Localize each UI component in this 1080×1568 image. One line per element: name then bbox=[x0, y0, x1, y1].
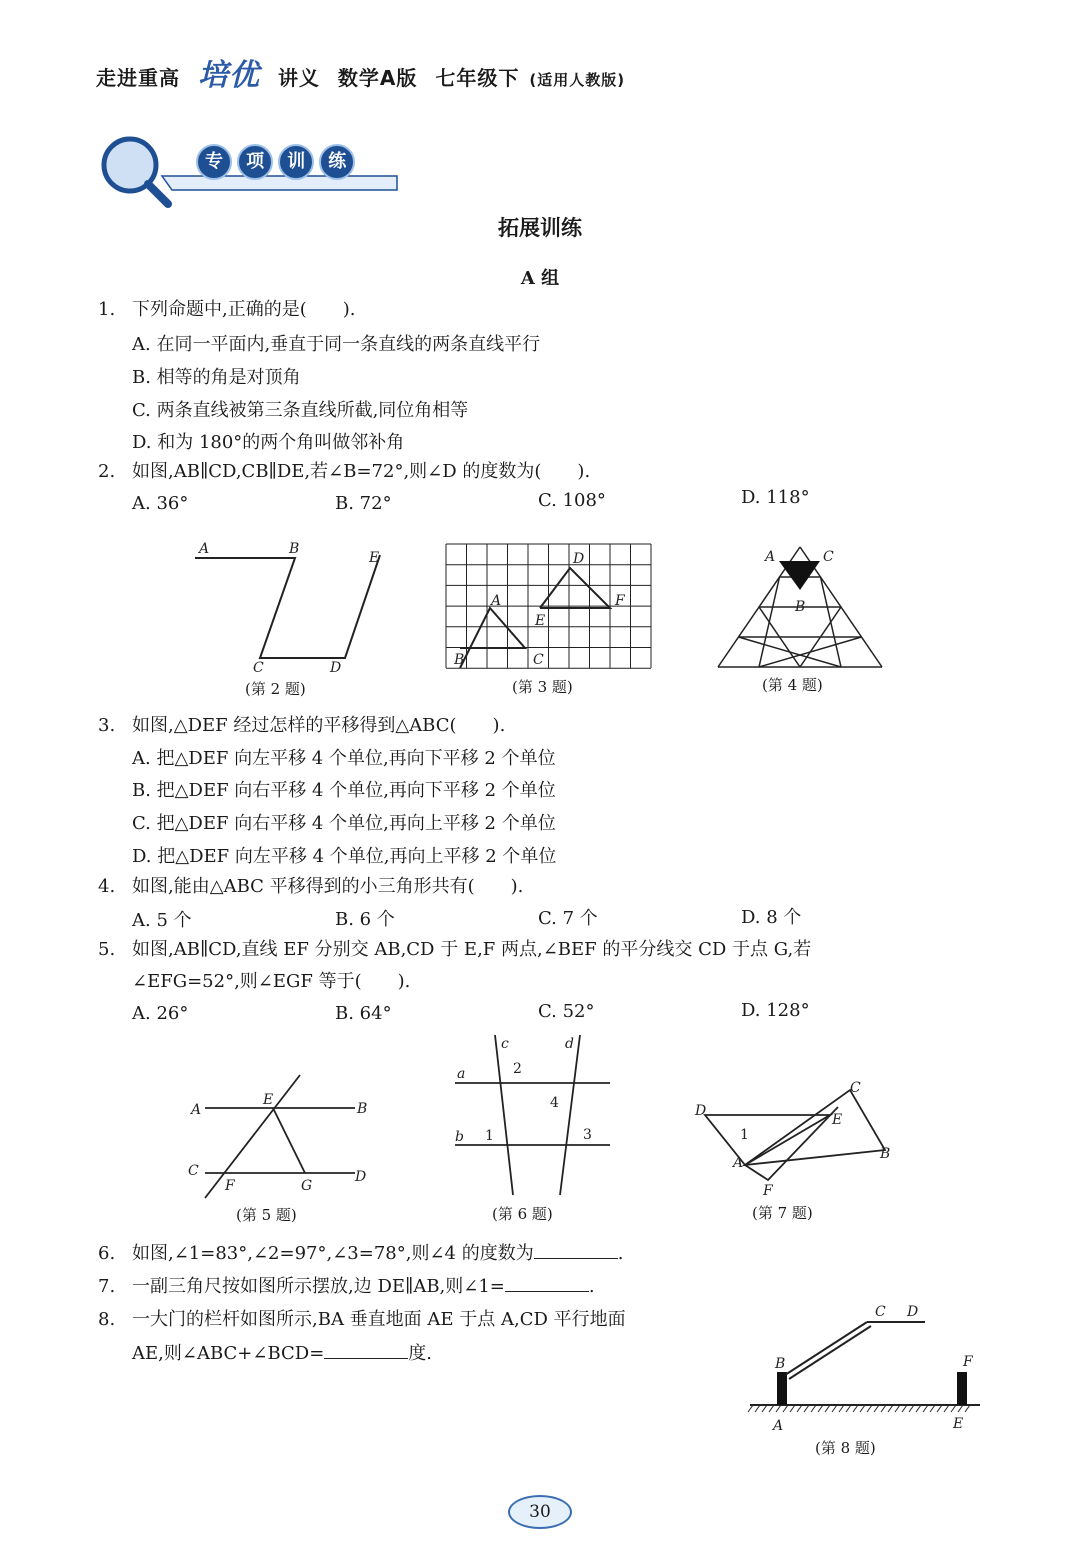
answer-blank-7[interactable] bbox=[505, 1273, 589, 1292]
fig2-label-d: D bbox=[330, 660, 342, 676]
grade-text: 七年级下 bbox=[435, 66, 520, 90]
edition-text: 数学A版 bbox=[337, 66, 418, 90]
fig7-label-e: E bbox=[832, 1112, 843, 1128]
q5-option-b: B. 64° bbox=[335, 1003, 392, 1024]
jiangyi-text: 讲义 bbox=[277, 66, 320, 90]
fig3-label-e: E bbox=[535, 613, 546, 629]
fig5-label-d: D bbox=[355, 1169, 367, 1185]
question-2: 2. 如图,AB∥CD,CB∥DE,若∠B=72°,则∠D 的度数为( ). bbox=[98, 461, 591, 482]
fig5-label-g: G bbox=[301, 1178, 313, 1194]
answer-blank-6[interactable] bbox=[534, 1240, 618, 1259]
question-1: 1. 下列命题中,正确的是( ). bbox=[98, 299, 356, 320]
fig6-label-4: 4 bbox=[550, 1095, 559, 1111]
question-8: 8. 一大门的栏杆如图所示,BA 垂直地面 AE 于点 A,CD 平行地面 bbox=[98, 1309, 626, 1330]
question-3: 3. 如图,△DEF 经过怎样的平移得到△ABC( ). bbox=[98, 715, 506, 736]
caption-fig2: (第 2 题) bbox=[245, 680, 306, 698]
fig6-label-2: 2 bbox=[513, 1061, 522, 1077]
fig4-label-b: B bbox=[795, 599, 806, 615]
fig6-label-d: d bbox=[565, 1036, 574, 1052]
fig3-label-a: A bbox=[491, 593, 502, 609]
answer-blank-8[interactable] bbox=[324, 1340, 408, 1359]
fig5-label-c: C bbox=[188, 1163, 199, 1179]
q1-option-a: A. 在同一平面内,垂直于同一条直线的两条直线平行 bbox=[132, 334, 541, 355]
caption-fig4: (第 4 题) bbox=[762, 676, 823, 694]
fig2-label-a: A bbox=[199, 541, 210, 557]
banner-char: 练 bbox=[319, 144, 355, 180]
caption-fig8: (第 8 题) bbox=[815, 1439, 876, 1457]
fig8-label-c: C bbox=[875, 1304, 886, 1320]
question-7: 7. 一副三角尺按如图所示摆放,边 DE∥AB,则∠1= . bbox=[98, 1270, 595, 1303]
fig8-label-f: F bbox=[963, 1354, 973, 1370]
q2-option-c: C. 108° bbox=[538, 490, 606, 511]
question-5-cont: ∠EFG=52°,则∠EGF 等于( ). bbox=[132, 971, 411, 992]
fig3-label-f: F bbox=[615, 593, 625, 609]
q2-option-d: D. 118° bbox=[741, 487, 810, 508]
question-6: 6. 如图,∠1=83°,∠2=97°,∠3=78°,则∠4 的度数为 . bbox=[98, 1237, 623, 1270]
figure-4 bbox=[715, 545, 890, 670]
fig6-label-3: 3 bbox=[583, 1127, 592, 1143]
fig7-label-1: 1 bbox=[740, 1127, 749, 1143]
version-text: (适用人教版) bbox=[529, 71, 626, 89]
banner-char: 训 bbox=[278, 144, 314, 180]
q1-option-b: B. 相等的角是对顶角 bbox=[132, 367, 301, 388]
fig8-label-b: B bbox=[775, 1356, 786, 1372]
section-title: 拓展训练 bbox=[498, 216, 582, 240]
figure-6 bbox=[445, 1030, 620, 1200]
fig3-label-b: B bbox=[454, 652, 465, 668]
figure-3 bbox=[445, 543, 655, 671]
fig8-label-d: D bbox=[907, 1304, 919, 1320]
fig7-label-a: A bbox=[733, 1155, 744, 1171]
peiyou-logo: 培优 bbox=[197, 58, 260, 93]
group-label: A 组 bbox=[520, 268, 560, 289]
question-5: 5. 如图,AB∥CD,直线 EF 分别交 AB,CD 于 E,F 两点,∠BEF 的平分线交 CD 于点 G,若 bbox=[98, 939, 812, 960]
fig7-label-b: B bbox=[880, 1146, 891, 1162]
q2-option-b: B. 72° bbox=[335, 493, 392, 514]
fig7-label-c: C bbox=[850, 1080, 861, 1096]
q5-option-a: A. 26° bbox=[132, 1003, 189, 1024]
q4-option-d: D. 8 个 bbox=[741, 907, 802, 928]
q4-option-a: A. 5 个 bbox=[132, 910, 192, 931]
figure-7 bbox=[690, 1075, 905, 1200]
fig2-label-c: C bbox=[253, 660, 264, 676]
q3-option-b: B. 把△DEF 向右平移 4 个单位,再向下平移 2 个单位 bbox=[132, 780, 556, 801]
fig2-label-e: E bbox=[369, 550, 380, 566]
fig5-label-a: A bbox=[191, 1102, 202, 1118]
fig4-label-a: A bbox=[765, 549, 776, 565]
fig6-label-1: 1 bbox=[485, 1128, 494, 1144]
fig6-label-b: b bbox=[455, 1129, 464, 1145]
q4-option-b: B. 6 个 bbox=[335, 909, 395, 930]
q1-option-c: C. 两条直线被第三条直线所截,同位角相等 bbox=[132, 400, 469, 421]
brand-text: 走进重高 bbox=[96, 66, 180, 90]
banner-char: 专 bbox=[196, 144, 232, 180]
fig6-label-c: c bbox=[501, 1036, 509, 1052]
fig8-label-a: A bbox=[773, 1418, 784, 1434]
fig7-label-d: D bbox=[695, 1103, 707, 1119]
banner-char: 项 bbox=[237, 144, 273, 180]
figure-2 bbox=[185, 535, 395, 685]
caption-fig7: (第 7 题) bbox=[752, 1204, 813, 1222]
question-4: 4. 如图,能由△ABC 平移得到的小三角形共有( ). bbox=[98, 876, 524, 897]
fig5-label-f: F bbox=[225, 1178, 235, 1194]
caption-fig5: (第 5 题) bbox=[236, 1206, 297, 1224]
question-8-cont: AE,则∠ABC+∠BCD= 度. bbox=[132, 1337, 432, 1370]
q3-option-c: C. 把△DEF 向右平移 4 个单位,再向上平移 2 个单位 bbox=[132, 813, 556, 834]
q4-option-c: C. 7 个 bbox=[538, 908, 598, 929]
page-number: 30 bbox=[508, 1495, 572, 1529]
q1-option-d: D. 和为 180°的两个角叫做邻补角 bbox=[132, 432, 405, 453]
caption-fig3: (第 3 题) bbox=[512, 678, 573, 696]
page-number-badge bbox=[0, 1495, 1080, 1529]
fig4-label-c: C bbox=[823, 549, 834, 565]
q2-option-a: A. 36° bbox=[132, 493, 189, 514]
fig5-label-e: E bbox=[263, 1092, 274, 1108]
q3-option-a: A. 把△DEF 向左平移 4 个单位,再向下平移 2 个单位 bbox=[132, 748, 556, 769]
q5-option-d: D. 128° bbox=[741, 1000, 810, 1021]
fig3-label-d: D bbox=[573, 551, 585, 567]
figure-5 bbox=[185, 1070, 380, 1205]
caption-fig6: (第 6 题) bbox=[492, 1205, 553, 1223]
fig8-label-e: E bbox=[953, 1416, 964, 1432]
page-header bbox=[96, 50, 635, 94]
fig7-label-f: F bbox=[763, 1183, 773, 1199]
fig2-label-b: B bbox=[289, 541, 300, 557]
fig3-label-c: C bbox=[533, 652, 544, 668]
section-banner bbox=[92, 130, 402, 210]
figure-8 bbox=[745, 1300, 985, 1435]
q3-option-d: D. 把△DEF 向左平移 4 个单位,再向上平移 2 个单位 bbox=[132, 846, 557, 867]
q5-option-c: C. 52° bbox=[538, 1001, 595, 1022]
fig6-label-a: a bbox=[457, 1066, 466, 1082]
fig5-label-b: B bbox=[357, 1101, 368, 1117]
